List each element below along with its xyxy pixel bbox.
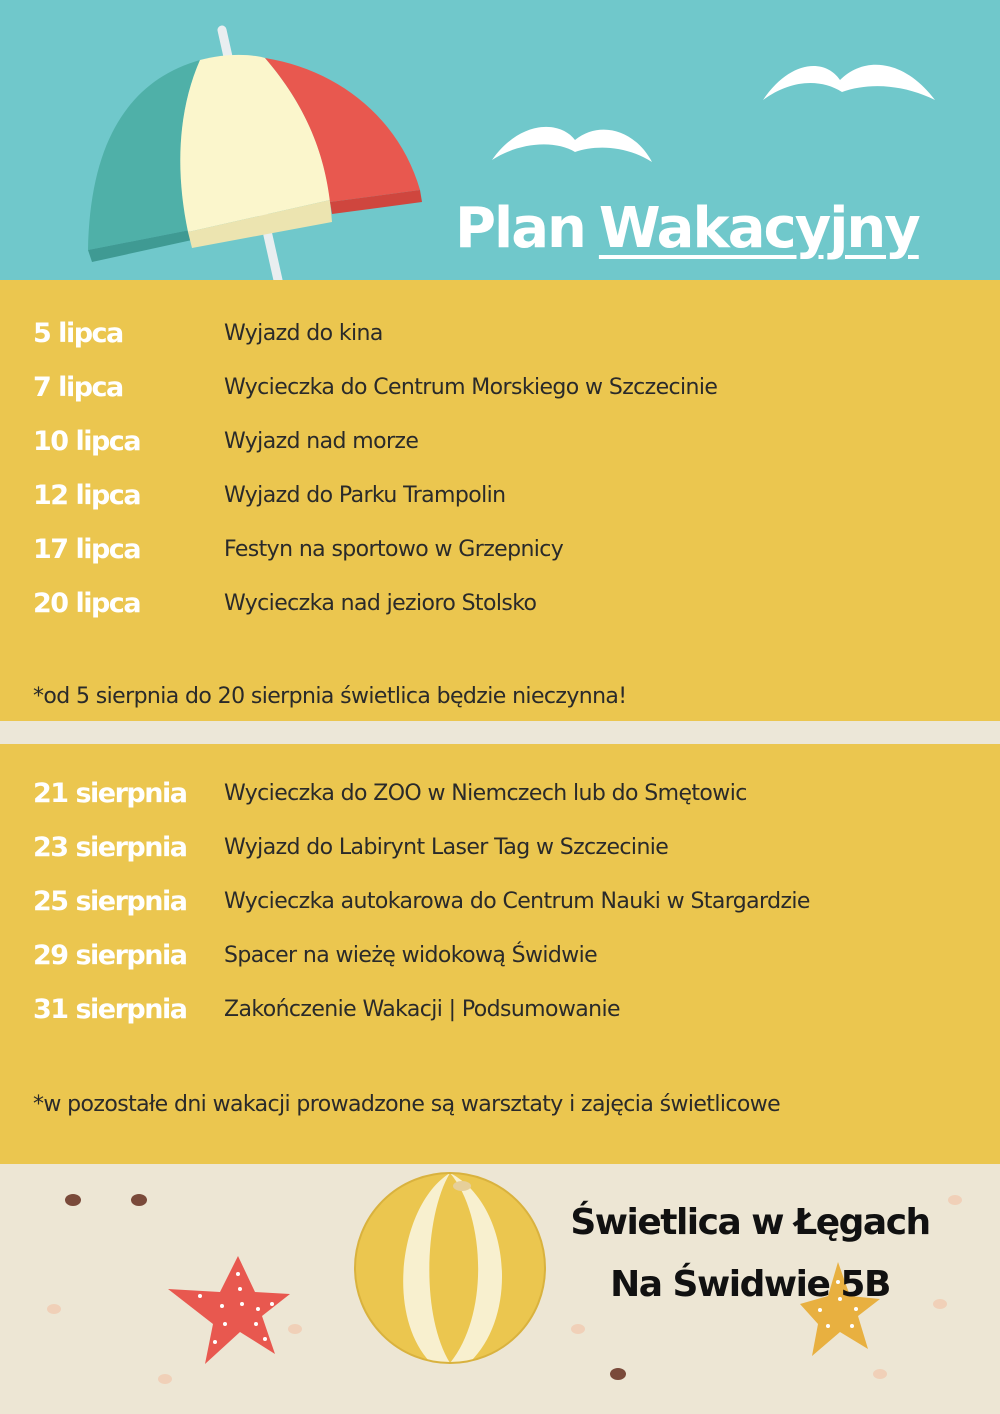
schedule-event: Festyn na sportowo w Grzepnicy <box>224 537 564 562</box>
schedule-event: Wyjazd do Parku Trampolin <box>224 483 506 508</box>
schedule-event: Spacer na wieżę widokową Świdwie <box>224 943 598 968</box>
schedule-event: Wycieczka nad jezioro Stolsko <box>224 591 537 616</box>
schedule-row <box>0 886 1000 926</box>
schedule-row <box>0 994 1000 1034</box>
footer-sand <box>0 1164 1000 1414</box>
title-wakacyjny: Wakacyjny <box>598 196 919 261</box>
schedule-event: Wyjazd do kina <box>224 321 383 346</box>
schedule-event: Wyjazd do Labirynt Laser Tag w Szczecinie <box>224 835 669 860</box>
schedule-event: Wycieczka autokarowa do Centrum Nauki w Stargardzie <box>224 889 810 914</box>
schedule-row <box>0 480 1000 520</box>
schedule-event: Wyjazd nad morze <box>224 429 419 454</box>
schedule-date: 17 lipca <box>33 534 141 565</box>
schedule-row <box>0 778 1000 818</box>
closure-note: *od 5 sierpnia do 20 sierpnia świetlica będzie nieczynna! <box>33 684 627 709</box>
schedule-row <box>0 372 1000 412</box>
schedule-date: 12 lipca <box>33 480 141 511</box>
schedule-event: Wycieczka do Centrum Morskiego w Szczecinie <box>224 375 718 400</box>
schedule-row <box>0 534 1000 574</box>
workshops-note: *w pozostałe dni wakacji prowadzone są warsztaty i zajęcia świetlicowe <box>33 1092 781 1117</box>
schedule-row <box>0 832 1000 872</box>
schedule-date: 25 sierpnia <box>33 886 187 917</box>
header-sky <box>0 0 1000 280</box>
schedule-date: 5 lipca <box>33 318 123 349</box>
schedule-date: 20 lipca <box>33 588 141 619</box>
page-title <box>455 196 919 261</box>
schedule-date: 10 lipca <box>33 426 141 457</box>
schedule-date: 7 lipca <box>33 372 123 403</box>
schedule-date: 29 sierpnia <box>33 940 187 971</box>
schedule-event: Zakończenie Wakacji | Podsumowanie <box>224 997 620 1022</box>
divider <box>0 721 1000 744</box>
title-plan: Plan <box>455 196 585 261</box>
org-address: Na Świdwie 5B <box>610 1264 890 1305</box>
schedule-date: 31 sierpnia <box>33 994 187 1025</box>
schedule-row <box>0 426 1000 466</box>
org-name: Świetlica w Łęgach <box>570 1202 930 1243</box>
schedule-date: 23 sierpnia <box>33 832 187 863</box>
schedule-row <box>0 318 1000 358</box>
august-schedule-panel <box>0 744 1000 1164</box>
schedule-event: Wycieczka do ZOO w Niemczech lub do Smętowic <box>224 781 747 806</box>
schedule-date: 21 sierpnia <box>33 778 187 809</box>
schedule-row <box>0 940 1000 980</box>
july-schedule-panel <box>0 280 1000 721</box>
schedule-row <box>0 588 1000 628</box>
